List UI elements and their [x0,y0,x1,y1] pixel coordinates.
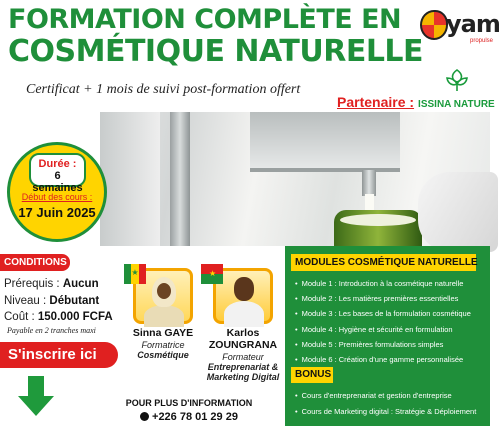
module-item: • Module 2 : Les matières premières essentielles [295,291,471,306]
contact-heading: POUR PLUS D'INFORMATION [125,398,253,408]
modules-panel [285,246,490,426]
start-label: Début des cours : [21,192,93,202]
duration-label: Durée : [38,158,77,170]
trainer-specialty-karlos [200,362,286,382]
logo-word: yam [446,10,500,38]
phone-number: +226 78 01 29 29 [152,411,238,423]
bonus-item: • Cours d'entreprenariat et gestion d'entreprise [295,388,476,404]
subtitle: Certificat + 1 mois de suivi post-formation offert [26,82,301,97]
conditions-badge: CONDITIONS [0,254,70,271]
hero-photo [100,112,490,246]
specialty-line-2: Marketing Digital [206,372,280,382]
leaf-icon [444,68,470,92]
contact-block [124,398,254,423]
partner-name: ISSINA NATURE [418,99,495,110]
duration-box [29,153,86,194]
level-label: Niveau : [4,294,50,307]
burkina-flag-icon: ★ [201,264,223,284]
logo-sub: propulse [470,38,494,44]
trainer-name-line-1: Karlos [226,327,260,339]
prereq-label: Prérequis : [4,278,63,290]
register-button[interactable]: S'inscrire ici [0,342,118,368]
trainer-name-sinna: Sinna GAYE [132,327,194,339]
contact-phone[interactable] [124,411,254,423]
modules-list [295,276,471,367]
title-line-1: FORMATION COMPLÈTE EN [8,4,402,35]
bonus-item: • Cours de Marketing digital : Stratégie & Déploiement [295,404,476,420]
cost [4,309,113,326]
modules-heading: MODULES COSMÉTIQUE NATURELLE [291,254,476,271]
bonus-list [295,388,476,419]
module-item: • Module 5 : Premières formulations simples [295,337,471,352]
module-item: • Module 4 : Hygiène et sécurité en formulation [295,322,471,337]
down-arrow-icon [16,376,56,416]
start-date: 17 Juin 2025 [18,205,96,220]
trainer-specialty-text: Cosmétique [137,350,189,360]
page-title [8,4,424,70]
module-item: • Module 6 : Création d'une gamme personnalisée [295,352,471,367]
yam-logo [420,6,500,64]
partner [337,94,495,112]
prerequisites [4,276,113,293]
specialty-line-1: Entreprenariat & [207,362,279,372]
duration-value: 6 semaines [32,170,83,194]
brain-logo-icon [420,10,448,40]
trainer-name-karlos [200,327,286,351]
module-item: • Module 1 : Introduction à la cosmétique naturelle [295,276,471,291]
trainer-specialty-sinna [130,350,196,360]
title-line-2: COSMÉTIQUE NATURELLE [8,34,424,70]
trainer-role-sinna: Formatrice [141,340,185,350]
bonus-heading: BONUS [291,367,333,383]
trainer-name-line-2: ZOUNGRANA [208,339,278,351]
cost-value: 150.000 FCFA [37,311,113,323]
senegal-flag-icon: ★ [124,264,146,284]
cost-label: Coût : [4,311,38,323]
level-value: Débutant [49,294,100,307]
phone-icon [140,412,149,421]
prereq-value: Aucun [62,278,99,290]
payment-note: Payable en 2 tranches maxi [7,325,96,335]
conditions-list [4,276,113,336]
trainer-role-karlos: Formateur [222,352,264,362]
partner-label: Partenaire : [337,94,415,110]
level [4,293,113,310]
duration-badge [7,142,107,242]
module-item: • Module 3 : Les bases de la formulation cosmétique [295,306,471,321]
